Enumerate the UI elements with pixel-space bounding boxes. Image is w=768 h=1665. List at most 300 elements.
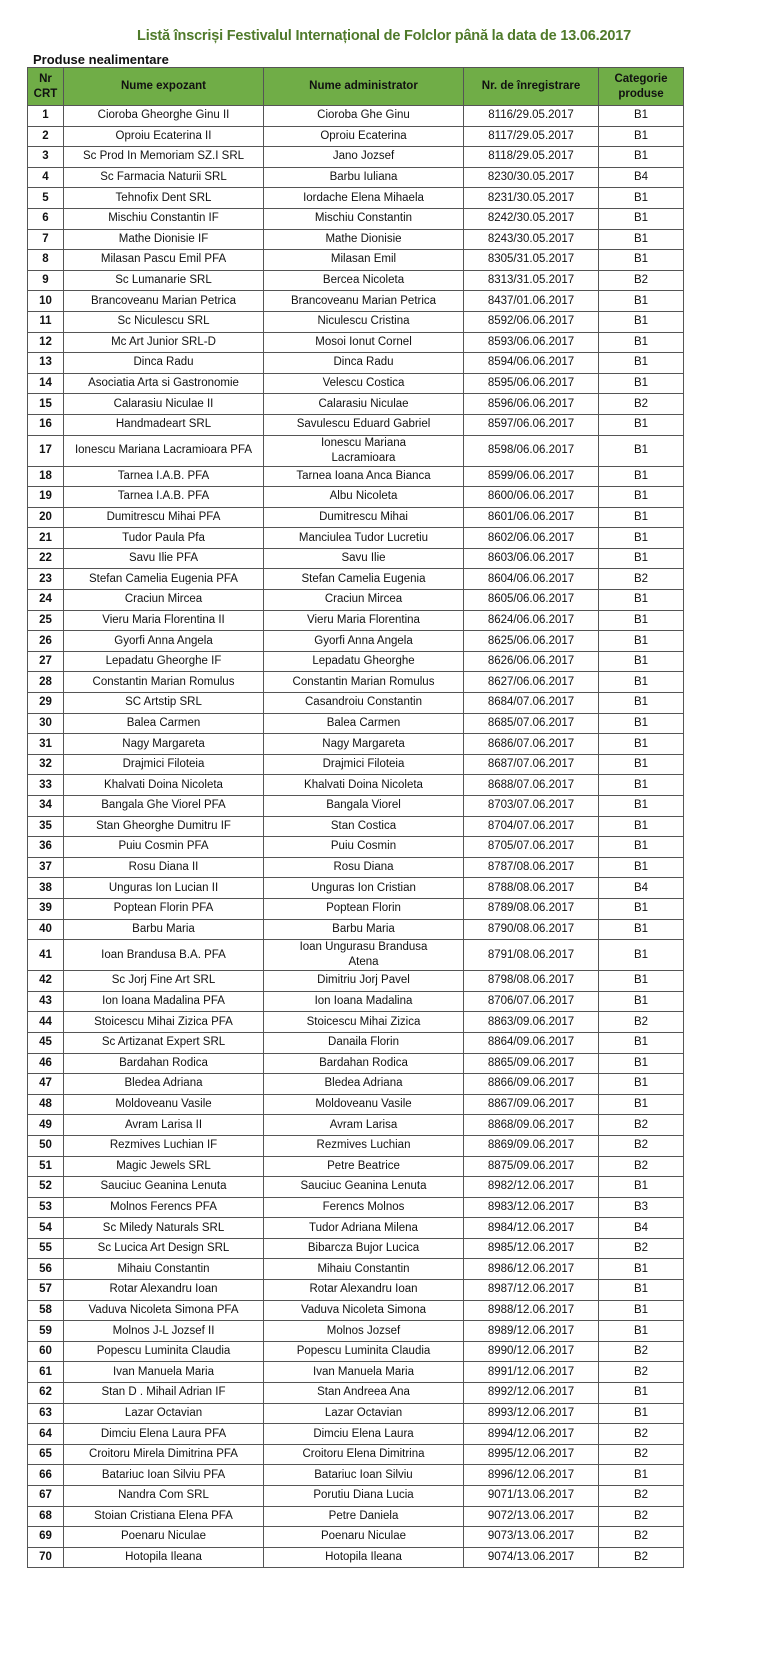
exhibitor-name: Puiu Cosmin PFA [64, 837, 264, 858]
administrator-name: Calarasiu Niculae [264, 394, 464, 415]
row-number: 26 [28, 631, 64, 652]
registration-number: 8993/12.06.2017 [464, 1403, 599, 1424]
table-row [28, 1547, 684, 1568]
exhibitor-name: Lepadatu Gheorghe IF [64, 651, 264, 672]
administrator-name: Vaduva Nicoleta Simona [264, 1300, 464, 1321]
exhibitor-name: Sc Jorj Fine Art SRL [64, 971, 264, 992]
row-number: 23 [28, 569, 64, 590]
administrator-name: Petre Daniela [264, 1506, 464, 1527]
exhibitor-name: Ivan Manuela Maria [64, 1362, 264, 1383]
table-row [28, 353, 684, 374]
exhibitor-name: Sauciuc Geanina Lenuta [64, 1177, 264, 1198]
administrator-name: Poptean Florin [264, 898, 464, 919]
registration-number: 8867/09.06.2017 [464, 1094, 599, 1115]
registration-number: 8626/06.06.2017 [464, 651, 599, 672]
header-nr-crt: Nr CRT [28, 68, 64, 106]
registration-number: 8789/08.06.2017 [464, 898, 599, 919]
section-heading: Produse nealimentare [33, 52, 169, 67]
row-number: 30 [28, 713, 64, 734]
registration-number: 8597/06.06.2017 [464, 414, 599, 435]
registration-number: 8798/08.06.2017 [464, 971, 599, 992]
registration-number: 8601/06.06.2017 [464, 507, 599, 528]
product-category: B1 [599, 898, 684, 919]
product-category: B2 [599, 1486, 684, 1507]
table-row [28, 991, 684, 1012]
administrator-name: Poenaru Niculae [264, 1527, 464, 1548]
exhibitor-name: Brancoveanu Marian Petrica [64, 291, 264, 312]
administrator-name: Barbu Iuliana [264, 167, 464, 188]
row-number: 40 [28, 919, 64, 940]
registration-number: 8595/06.06.2017 [464, 373, 599, 394]
exhibitor-name: Balea Carmen [64, 713, 264, 734]
table-row [28, 754, 684, 775]
registrations-table [27, 67, 684, 1568]
table-row [28, 250, 684, 271]
table-row [28, 332, 684, 353]
administrator-name: Dinca Radu [264, 353, 464, 374]
exhibitor-name: Stan Gheorghe Dumitru IF [64, 816, 264, 837]
exhibitor-name: Tehnofix Dent SRL [64, 188, 264, 209]
registration-number: 8593/06.06.2017 [464, 332, 599, 353]
registration-number: 8875/09.06.2017 [464, 1156, 599, 1177]
table-row [28, 311, 684, 332]
administrator-name: Barbu Maria [264, 919, 464, 940]
administrator-name: Molnos Jozsef [264, 1321, 464, 1342]
product-category: B1 [599, 1465, 684, 1486]
exhibitor-name: Croitoru Mirela Dimitrina PFA [64, 1444, 264, 1465]
row-number: 1 [28, 106, 64, 127]
product-category: B2 [599, 1012, 684, 1033]
row-number: 24 [28, 590, 64, 611]
row-number: 7 [28, 229, 64, 250]
row-number: 18 [28, 466, 64, 487]
row-number: 13 [28, 353, 64, 374]
row-number: 43 [28, 991, 64, 1012]
table-row [28, 1280, 684, 1301]
exhibitor-name: Dimciu Elena Laura PFA [64, 1424, 264, 1445]
product-category: B1 [599, 291, 684, 312]
row-number: 31 [28, 734, 64, 755]
table-header-row [28, 68, 684, 106]
row-number: 5 [28, 188, 64, 209]
product-category: B1 [599, 775, 684, 796]
table-row [28, 1424, 684, 1445]
product-category: B1 [599, 126, 684, 147]
table-row [28, 796, 684, 817]
administrator-name: Bledea Adriana [264, 1074, 464, 1095]
table-row [28, 1197, 684, 1218]
row-number: 35 [28, 816, 64, 837]
administrator-name: Mosoi Ionut Cornel [264, 332, 464, 353]
administrator-name: Milasan Emil [264, 250, 464, 271]
administrator-name: Niculescu Cristina [264, 311, 464, 332]
product-category: B1 [599, 188, 684, 209]
registration-number: 8685/07.06.2017 [464, 713, 599, 734]
administrator-name: Savulescu Eduard Gabriel [264, 414, 464, 435]
administrator-name: Ion Ioana Madalina [264, 991, 464, 1012]
row-number: 3 [28, 147, 64, 168]
row-number: 22 [28, 548, 64, 569]
administrator-name: Oproiu Ecaterina [264, 126, 464, 147]
exhibitor-name: Nandra Com SRL [64, 1486, 264, 1507]
product-category: B2 [599, 1135, 684, 1156]
table-row [28, 1465, 684, 1486]
administrator-name: Nagy Margareta [264, 734, 464, 755]
table-row [28, 919, 684, 940]
product-category: B1 [599, 1403, 684, 1424]
registration-number: 8604/06.06.2017 [464, 569, 599, 590]
row-number: 38 [28, 878, 64, 899]
table-row [28, 373, 684, 394]
registration-number: 8985/12.06.2017 [464, 1238, 599, 1259]
administrator-name: Casandroiu Constantin [264, 693, 464, 714]
administrator-name: Balea Carmen [264, 713, 464, 734]
registration-number: 8231/30.05.2017 [464, 188, 599, 209]
header-exhibitor-name: Nume expozant [64, 68, 264, 106]
administrator-name: Dimitriu Jorj Pavel [264, 971, 464, 992]
registration-number: 8996/12.06.2017 [464, 1465, 599, 1486]
registration-number: 8600/06.06.2017 [464, 487, 599, 508]
exhibitor-name: Sc Farmacia Naturii SRL [64, 167, 264, 188]
table-row [28, 1238, 684, 1259]
product-category: B1 [599, 147, 684, 168]
row-number: 64 [28, 1424, 64, 1445]
product-category: B1 [599, 414, 684, 435]
registration-number: 8116/29.05.2017 [464, 106, 599, 127]
product-category: B1 [599, 857, 684, 878]
administrator-name: Khalvati Doina Nicoleta [264, 775, 464, 796]
row-number: 42 [28, 971, 64, 992]
administrator-name: Lepadatu Gheorghe [264, 651, 464, 672]
registration-number: 8706/07.06.2017 [464, 991, 599, 1012]
table-row [28, 1300, 684, 1321]
product-category: B1 [599, 590, 684, 611]
row-number: 2 [28, 126, 64, 147]
registration-number: 8986/12.06.2017 [464, 1259, 599, 1280]
table-row [28, 1506, 684, 1527]
table-row [28, 229, 684, 250]
administrator-name: Bardahan Rodica [264, 1053, 464, 1074]
registration-number: 8865/09.06.2017 [464, 1053, 599, 1074]
registration-number: 8313/31.05.2017 [464, 270, 599, 291]
exhibitor-name: Sc Niculescu SRL [64, 311, 264, 332]
administrator-name: Craciun Mircea [264, 590, 464, 611]
row-number: 33 [28, 775, 64, 796]
table-row [28, 507, 684, 528]
row-number: 14 [28, 373, 64, 394]
product-category: B1 [599, 1321, 684, 1342]
registration-number: 8598/06.06.2017 [464, 435, 599, 466]
administrator-name: Puiu Cosmin [264, 837, 464, 858]
row-number: 16 [28, 414, 64, 435]
exhibitor-name: Mihaiu Constantin [64, 1259, 264, 1280]
row-number: 60 [28, 1341, 64, 1362]
table-row [28, 878, 684, 899]
table-row [28, 816, 684, 837]
registration-number: 8625/06.06.2017 [464, 631, 599, 652]
exhibitor-name: Magic Jewels SRL [64, 1156, 264, 1177]
product-category: B1 [599, 373, 684, 394]
administrator-name: Jano Jozsef [264, 147, 464, 168]
exhibitor-name: Bardahan Rodica [64, 1053, 264, 1074]
registration-number: 9071/13.06.2017 [464, 1486, 599, 1507]
product-category: B1 [599, 311, 684, 332]
row-number: 63 [28, 1403, 64, 1424]
table-row [28, 1074, 684, 1095]
row-number: 17 [28, 435, 64, 466]
exhibitor-name: Rezmives Luchian IF [64, 1135, 264, 1156]
product-category: B1 [599, 1074, 684, 1095]
exhibitor-name: Moldoveanu Vasile [64, 1094, 264, 1115]
exhibitor-name: Rotar Alexandru Ioan [64, 1280, 264, 1301]
registration-number: 8596/06.06.2017 [464, 394, 599, 415]
table-row [28, 672, 684, 693]
table-row [28, 1444, 684, 1465]
exhibitor-name: Handmadeart SRL [64, 414, 264, 435]
registration-number: 8687/07.06.2017 [464, 754, 599, 775]
row-number: 70 [28, 1547, 64, 1568]
product-category: B1 [599, 651, 684, 672]
registration-number: 8866/09.06.2017 [464, 1074, 599, 1095]
product-category: B1 [599, 837, 684, 858]
row-number: 41 [28, 940, 64, 971]
product-category: B3 [599, 1197, 684, 1218]
registration-number: 9074/13.06.2017 [464, 1547, 599, 1568]
registration-number: 8599/06.06.2017 [464, 466, 599, 487]
registration-number: 8984/12.06.2017 [464, 1218, 599, 1239]
registration-number: 8790/08.06.2017 [464, 919, 599, 940]
row-number: 39 [28, 898, 64, 919]
exhibitor-name: Sc Artizanat Expert SRL [64, 1032, 264, 1053]
administrator-name: Cioroba Ghe Ginu [264, 106, 464, 127]
product-category: B1 [599, 1280, 684, 1301]
exhibitor-name: Savu Ilie PFA [64, 548, 264, 569]
row-number: 47 [28, 1074, 64, 1095]
table-row [28, 270, 684, 291]
registration-number: 8624/06.06.2017 [464, 610, 599, 631]
table-row [28, 167, 684, 188]
exhibitor-name: Drajmici Filoteia [64, 754, 264, 775]
table-row [28, 528, 684, 549]
table-row [28, 971, 684, 992]
exhibitor-name: Bangala Ghe Viorel PFA [64, 796, 264, 817]
exhibitor-name: Nagy Margareta [64, 734, 264, 755]
row-number: 65 [28, 1444, 64, 1465]
registration-number: 8990/12.06.2017 [464, 1341, 599, 1362]
product-category: B2 [599, 270, 684, 291]
administrator-name: Manciulea Tudor Lucretiu [264, 528, 464, 549]
row-number: 46 [28, 1053, 64, 1074]
table-row [28, 569, 684, 590]
registration-number: 8868/09.06.2017 [464, 1115, 599, 1136]
administrator-name: Porutiu Diana Lucia [264, 1486, 464, 1507]
administrator-name: Velescu Costica [264, 373, 464, 394]
administrator-name: Gyorfi Anna Angela [264, 631, 464, 652]
row-number: 53 [28, 1197, 64, 1218]
exhibitor-name: Constantin Marian Romulus [64, 672, 264, 693]
administrator-name: Tarnea Ioana Anca Bianca [264, 466, 464, 487]
administrator-name: Stoicescu Mihai Zizica [264, 1012, 464, 1033]
registration-number: 8791/08.06.2017 [464, 940, 599, 971]
administrator-name: Lazar Octavian [264, 1403, 464, 1424]
product-category: B1 [599, 332, 684, 353]
product-category: B1 [599, 754, 684, 775]
registration-number: 8703/07.06.2017 [464, 796, 599, 817]
administrator-name: Constantin Marian Romulus [264, 672, 464, 693]
administrator-name: Ioan Ungurasu Brandusa Atena [264, 940, 464, 971]
row-number: 12 [28, 332, 64, 353]
table-row [28, 1486, 684, 1507]
administrator-name: Mathe Dionisie [264, 229, 464, 250]
registration-number: 8983/12.06.2017 [464, 1197, 599, 1218]
product-category: B2 [599, 569, 684, 590]
table-row [28, 693, 684, 714]
registration-number: 8995/12.06.2017 [464, 1444, 599, 1465]
row-number: 37 [28, 857, 64, 878]
exhibitor-name: Hotopila Ileana [64, 1547, 264, 1568]
row-number: 10 [28, 291, 64, 312]
product-category: B1 [599, 1032, 684, 1053]
registration-number: 8987/12.06.2017 [464, 1280, 599, 1301]
product-category: B2 [599, 1444, 684, 1465]
administrator-name: Dumitrescu Mihai [264, 507, 464, 528]
product-category: B1 [599, 507, 684, 528]
exhibitor-name: Molnos Ferencs PFA [64, 1197, 264, 1218]
administrator-name: Ionescu Mariana Lacramioara [264, 435, 464, 466]
exhibitor-name: Vieru Maria Florentina II [64, 610, 264, 631]
product-category: B1 [599, 1300, 684, 1321]
product-category: B2 [599, 1527, 684, 1548]
product-category: B1 [599, 435, 684, 466]
exhibitor-name: Bledea Adriana [64, 1074, 264, 1095]
row-number: 66 [28, 1465, 64, 1486]
exhibitor-name: Stefan Camelia Eugenia PFA [64, 569, 264, 590]
administrator-name: Stan Andreea Ana [264, 1383, 464, 1404]
exhibitor-name: Stoicescu Mihai Zizica PFA [64, 1012, 264, 1033]
table-row [28, 857, 684, 878]
table-row [28, 1383, 684, 1404]
registration-number: 8864/09.06.2017 [464, 1032, 599, 1053]
registration-number: 8627/06.06.2017 [464, 672, 599, 693]
exhibitor-name: Unguras Ion Lucian II [64, 878, 264, 899]
row-number: 20 [28, 507, 64, 528]
administrator-name: Bercea Nicoleta [264, 270, 464, 291]
registration-number: 9072/13.06.2017 [464, 1506, 599, 1527]
row-number: 8 [28, 250, 64, 271]
exhibitor-name: Molnos J-L Jozsef II [64, 1321, 264, 1342]
row-number: 19 [28, 487, 64, 508]
exhibitor-name: Sc Miledy Naturals SRL [64, 1218, 264, 1239]
row-number: 59 [28, 1321, 64, 1342]
table-body [28, 106, 684, 1568]
product-category: B1 [599, 672, 684, 693]
registration-number: 8684/07.06.2017 [464, 693, 599, 714]
row-number: 4 [28, 167, 64, 188]
product-category: B1 [599, 106, 684, 127]
product-category: B2 [599, 1238, 684, 1259]
row-number: 49 [28, 1115, 64, 1136]
registration-number: 8788/08.06.2017 [464, 878, 599, 899]
exhibitor-name: Vaduva Nicoleta Simona PFA [64, 1300, 264, 1321]
table-row [28, 1177, 684, 1198]
exhibitor-name: Sc Lumanarie SRL [64, 270, 264, 291]
row-number: 61 [28, 1362, 64, 1383]
registration-number: 8688/07.06.2017 [464, 775, 599, 796]
exhibitor-name: Batariuc Ioan Silviu PFA [64, 1465, 264, 1486]
exhibitor-name: Avram Larisa II [64, 1115, 264, 1136]
product-category: B1 [599, 796, 684, 817]
exhibitor-name: Mathe Dionisie IF [64, 229, 264, 250]
administrator-name: Albu Nicoleta [264, 487, 464, 508]
administrator-name: Rezmives Luchian [264, 1135, 464, 1156]
row-number: 27 [28, 651, 64, 672]
exhibitor-name: Dinca Radu [64, 353, 264, 374]
exhibitor-name: Ionescu Mariana Lacramioara PFA [64, 435, 264, 466]
row-number: 52 [28, 1177, 64, 1198]
exhibitor-name: Barbu Maria [64, 919, 264, 940]
administrator-name: Rotar Alexandru Ioan [264, 1280, 464, 1301]
product-category: B1 [599, 250, 684, 271]
product-category: B1 [599, 548, 684, 569]
table-row [28, 775, 684, 796]
registration-number: 8992/12.06.2017 [464, 1383, 599, 1404]
administrator-name: Danaila Florin [264, 1032, 464, 1053]
exhibitor-name: Asociatia Arta si Gastronomie [64, 373, 264, 394]
exhibitor-name: Stoian Cristiana Elena PFA [64, 1506, 264, 1527]
row-number: 62 [28, 1383, 64, 1404]
exhibitor-name: Lazar Octavian [64, 1403, 264, 1424]
product-category: B4 [599, 1218, 684, 1239]
product-category: B2 [599, 394, 684, 415]
exhibitor-name: Gyorfi Anna Angela [64, 631, 264, 652]
administrator-name: Popescu Luminita Claudia [264, 1341, 464, 1362]
registration-number: 8704/07.06.2017 [464, 816, 599, 837]
table-row [28, 1053, 684, 1074]
row-number: 15 [28, 394, 64, 415]
registration-number: 8869/09.06.2017 [464, 1135, 599, 1156]
exhibitor-name: Tarnea I.A.B. PFA [64, 487, 264, 508]
administrator-name: Ferencs Molnos [264, 1197, 464, 1218]
exhibitor-name: Oproiu Ecaterina II [64, 126, 264, 147]
row-number: 68 [28, 1506, 64, 1527]
product-category: B1 [599, 713, 684, 734]
row-number: 34 [28, 796, 64, 817]
exhibitor-name: Poptean Florin PFA [64, 898, 264, 919]
table-row [28, 188, 684, 209]
registration-number: 8686/07.06.2017 [464, 734, 599, 755]
administrator-name: Batariuc Ioan Silviu [264, 1465, 464, 1486]
row-number: 28 [28, 672, 64, 693]
table-row [28, 1115, 684, 1136]
registration-number: 8605/06.06.2017 [464, 590, 599, 611]
administrator-name: Mischiu Constantin [264, 208, 464, 229]
product-category: B1 [599, 991, 684, 1012]
table-row [28, 414, 684, 435]
exhibitor-name: Mischiu Constantin IF [64, 208, 264, 229]
row-number: 29 [28, 693, 64, 714]
product-category: B1 [599, 971, 684, 992]
table-row [28, 590, 684, 611]
administrator-name: Mihaiu Constantin [264, 1259, 464, 1280]
product-category: B1 [599, 208, 684, 229]
table-row [28, 734, 684, 755]
registration-number: 8305/31.05.2017 [464, 250, 599, 271]
registration-number: 8863/09.06.2017 [464, 1012, 599, 1033]
table-row [28, 1341, 684, 1362]
product-category: B1 [599, 631, 684, 652]
administrator-name: Sauciuc Geanina Lenuta [264, 1177, 464, 1198]
registration-number: 8989/12.06.2017 [464, 1321, 599, 1342]
